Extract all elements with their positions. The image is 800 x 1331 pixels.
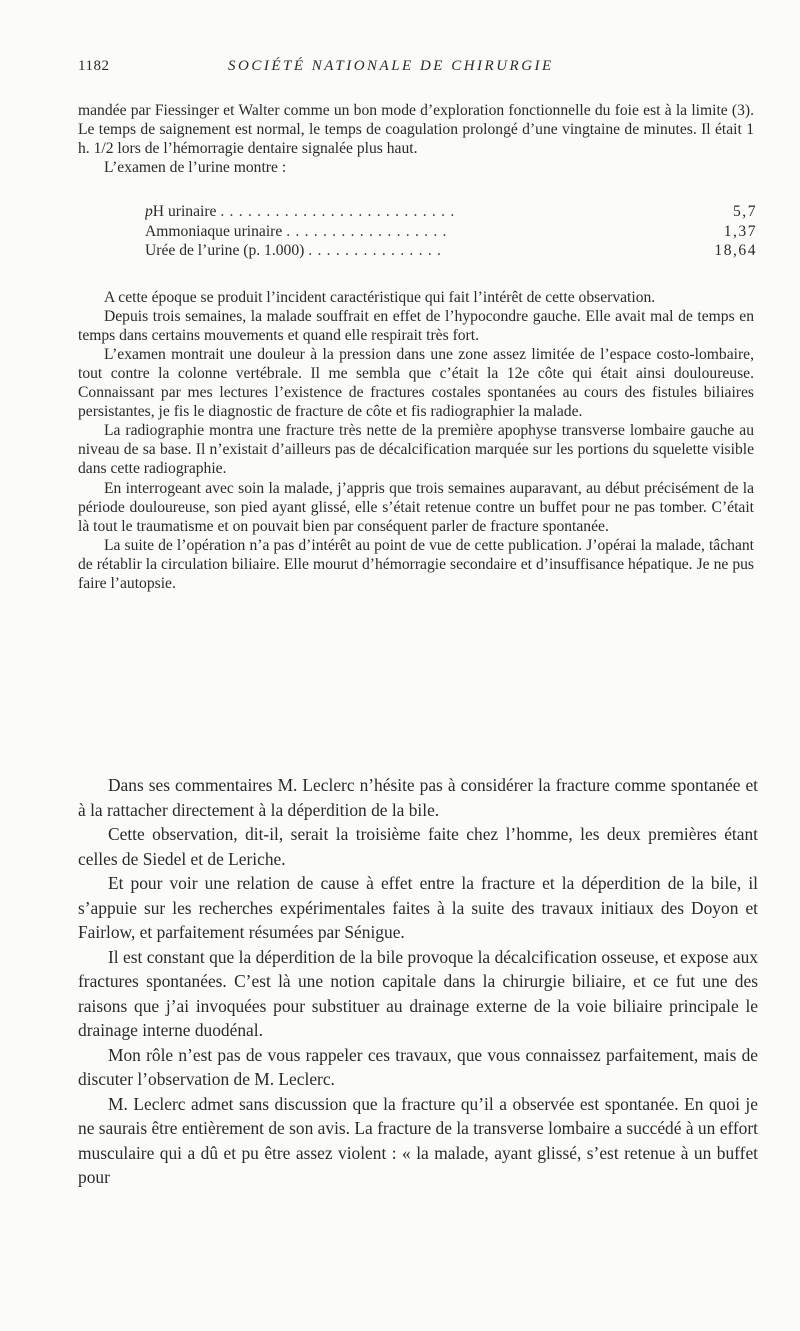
- paragraph-urine-intro: L’examen de l’urine montre :: [104, 159, 287, 177]
- table-row: [145, 202, 757, 221]
- measure-value: 18,64: [714, 242, 757, 260]
- paragraph-commentary: Dans ses commentaires M. Leclerc n’hésite pas à considérer la fracture comme spontanée et à la rattacher directement à la déperdition de la bile.: [78, 775, 758, 820]
- paragraph-continuation: mandée par Fiessinger et Walter comme un bon mode d’exploration fonctionnelle du foie est à la limite (3). Le temps de saignement est normal, le temps de coagulation prolongé d’une vingtaine de minutes. Il était 1 h. 1/2 lors de l’hémorragie dentaire signalée plus haut.: [78, 102, 754, 158]
- paragraph-third-case: Cette observation, dit-il, serait la troisième faite chez l’homme, les deux premières étant celles de Siedel et de Leriche.: [78, 824, 758, 869]
- paragraph-examination: L’examen montrait une douleur à la pression dans une zone assez limitée de l’espace costo-lombaire, tout contre la colonne vertébrale. Il me sembla que c’était la 12e côte qui était ainsi douloureuse. Connaissant par mes lectures l’existence de fractures costales spontanées au cours des fistules biliaires persistantes, je fis le diagnostic de fracture de côte et fis radiographier la malade.: [78, 345, 754, 421]
- paragraph-interrogation: En interrogeant avec soin la malade, j’appris que trois semaines auparavant, au début précisément de la période douloureuse, son pied ayant glissé, elle s’était retenue contre un buffet pour ne pas tomber. C’était là tout le traumatisme et on pouvait bien par conséquent parler de fracture spontanée.: [78, 479, 754, 535]
- dot-leader: ..........................: [220, 203, 460, 221]
- measure-label: Ammoniaque urinaire: [145, 222, 283, 240]
- page-number: 1182: [78, 58, 110, 74]
- observation-text: [78, 101, 757, 593]
- paragraph-pain-history: Depuis trois semaines, la malade souffrait en effet de l’hypocondre gauche. Elle avait mal de temps en temps dans certains mouvements et quand elle respirait très fort.: [78, 307, 754, 344]
- measure-value: 1,37: [723, 222, 757, 240]
- measure-label: Urée de l’urine (p. 1.000): [145, 242, 305, 260]
- dot-leader: ..................: [286, 222, 452, 240]
- ph-prefix: p: [145, 203, 153, 221]
- commentary-text: [78, 773, 758, 1190]
- measure-value: 5,7: [733, 203, 757, 221]
- paragraph-role: Mon rôle n’est pas de vous rappeler ces travaux, que vous connaissez parfaitement, mais de discuter l’observation de M. Leclerc.: [78, 1044, 758, 1089]
- paragraph-outcome: La suite de l’opération n’a pas d’intérêt au point de vue de cette publication. J’opérai la malade, tâchant de rétablir la circulation biliaire. Elle mourut d’hémorragie secondaire et d’insuffisance hépatique. Je ne pus faire l’autopsie.: [78, 536, 754, 592]
- paragraph-radiography: La radiographie montra une fracture très nette de la première apophyse transverse lombaire gauche au niveau de sa base. Il n’existait d’ailleurs pas de décalcification marquée sur les portions du squelette visible dans cette radiographie.: [78, 422, 754, 478]
- journal-title: SOCIÉTÉ NATIONALE DE CHIRURGIE: [228, 58, 554, 74]
- urine-measurements-table: [145, 202, 757, 260]
- measure-label: H urinaire: [152, 203, 217, 221]
- table-row: [145, 241, 757, 260]
- paragraph-discussion: M. Leclerc admet sans discussion que la fracture qu’il a observée est spontanée. En quoi je ne saurais être entièrement de son avis. La fracture de la transverse lombaire a succédé à un effort musculaire qui a dû et pu être assez violent : « la malade, ayant glissé, s’est retenue à un buffet pour: [78, 1093, 758, 1187]
- table-row: [145, 222, 757, 241]
- running-header: [78, 58, 750, 82]
- paragraph-decalcification: Il est constant que la déperdition de la bile provoque la décalcification osseuse, et expose aux fractures spontanées. C’est là une notion capitale dans la chirurgie biliaire, et ce fut une des raisons que j’ai invoquées pour substituer au drainage externe de la voie biliaire principale le drainage interne duodénal.: [78, 946, 758, 1040]
- paragraph-incident: A cette époque se produit l’incident caractéristique qui fait l’intérêt de cette observation.: [104, 288, 656, 306]
- paragraph-cause-effect: Et pour voir une relation de cause à effet entre la fracture et la déperdition de la bile, il s’appuie sur les recherches expérimentales faites à la suite des travaux initiaux des Doyon et Fairlow, et parfaitement résumées par Sénigue.: [78, 873, 758, 942]
- dot-leader: ...............: [308, 242, 447, 260]
